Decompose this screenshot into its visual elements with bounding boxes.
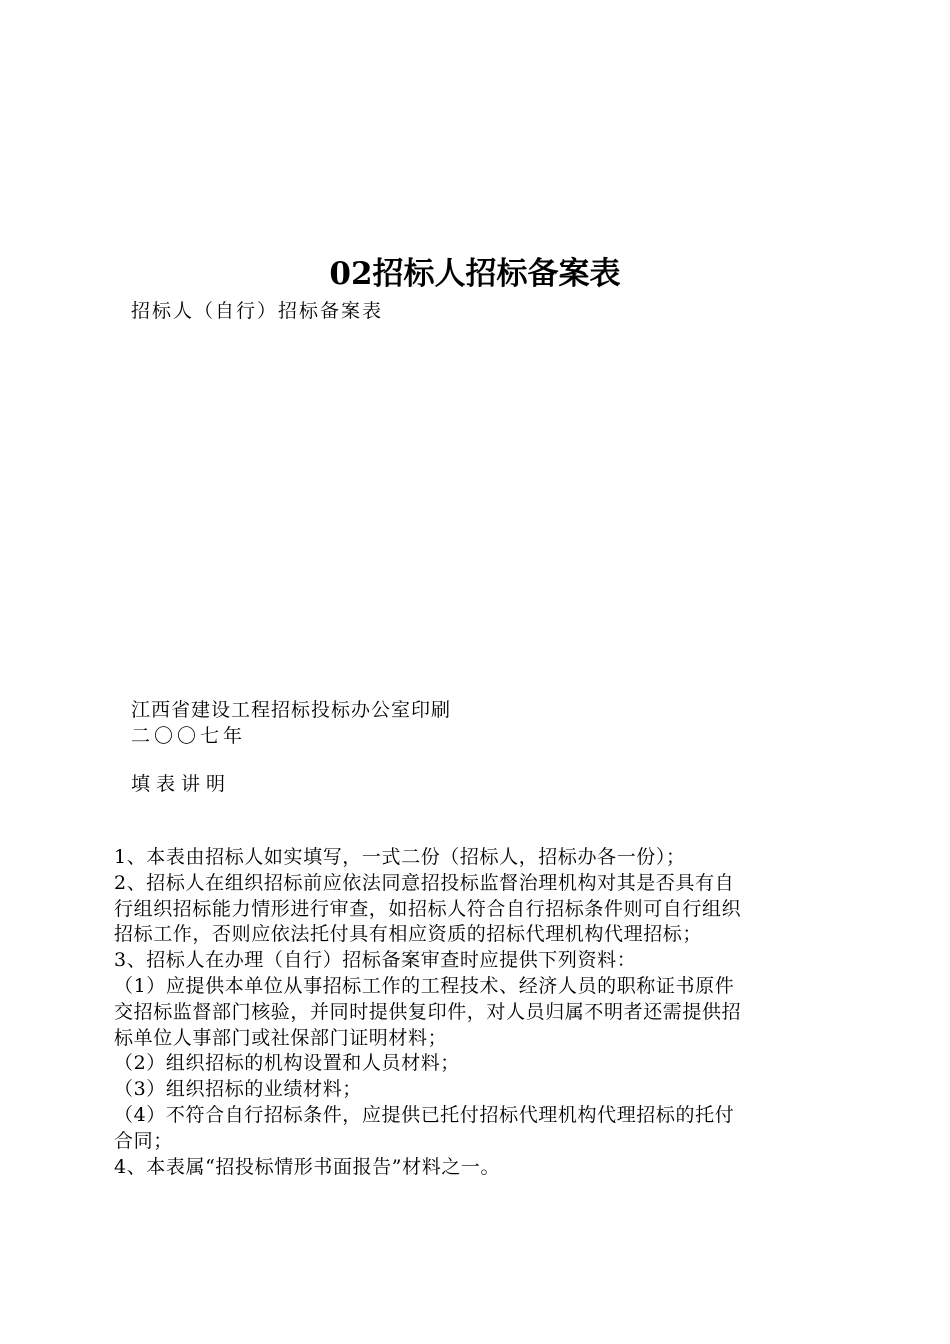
notes-line: （4）不符合自行招标条件，应提供已托付招标代理机构代理招标的托付 [114, 1103, 735, 1126]
notes-line: （2）组织招标的机构设置和人员材料； [114, 1052, 460, 1075]
notes-line: 1、本表由招标人如实填写，一式二份（招标人，招标办各一份）； [114, 846, 686, 868]
notes-line: （3）组织招标的业绩材料； [114, 1078, 362, 1101]
notes-line: 3、招标人在办理（自行）招标备案审查时应提供下列资料： [114, 949, 637, 972]
notes-line: （1）应提供本单位从事招标工作的工程技术、经济人员的职称证书原件 [114, 974, 735, 997]
notes-heading: 填表讲明 [131, 773, 232, 795]
year-line: 二〇〇七年 [131, 725, 247, 747]
page-title: 02招标人招标备案表 [329, 256, 621, 292]
notes-line: 合同； [114, 1129, 173, 1152]
notes-line: 招标工作，否则应依法托付具有相应资质的招标代理机构代理招标； [114, 923, 703, 946]
notes-body [114, 845, 834, 1180]
notes-line: 交招标监督部门核验，并同时提供复印件，对人员归属不明者还需提供招 [114, 1000, 742, 1023]
notes-line: 4、本表属“招投标情形书面报告”材料之一。 [114, 1155, 501, 1178]
notes-line: 行组织招标能力情形进行审查，如招标人符合自行招标条件则可自行组织 [114, 897, 742, 920]
notes-line: 2、招标人在组织招标前应依法同意招投标监督治理机构对其是否具有自 [114, 871, 735, 894]
notes-line: 标单位人事部门或社保部门证明材料； [114, 1026, 448, 1049]
document-subtitle: 招标人（自行）招标备案表 [131, 300, 384, 322]
printer-line: 江西省建设工程招标投标办公室印刷 [131, 699, 452, 721]
